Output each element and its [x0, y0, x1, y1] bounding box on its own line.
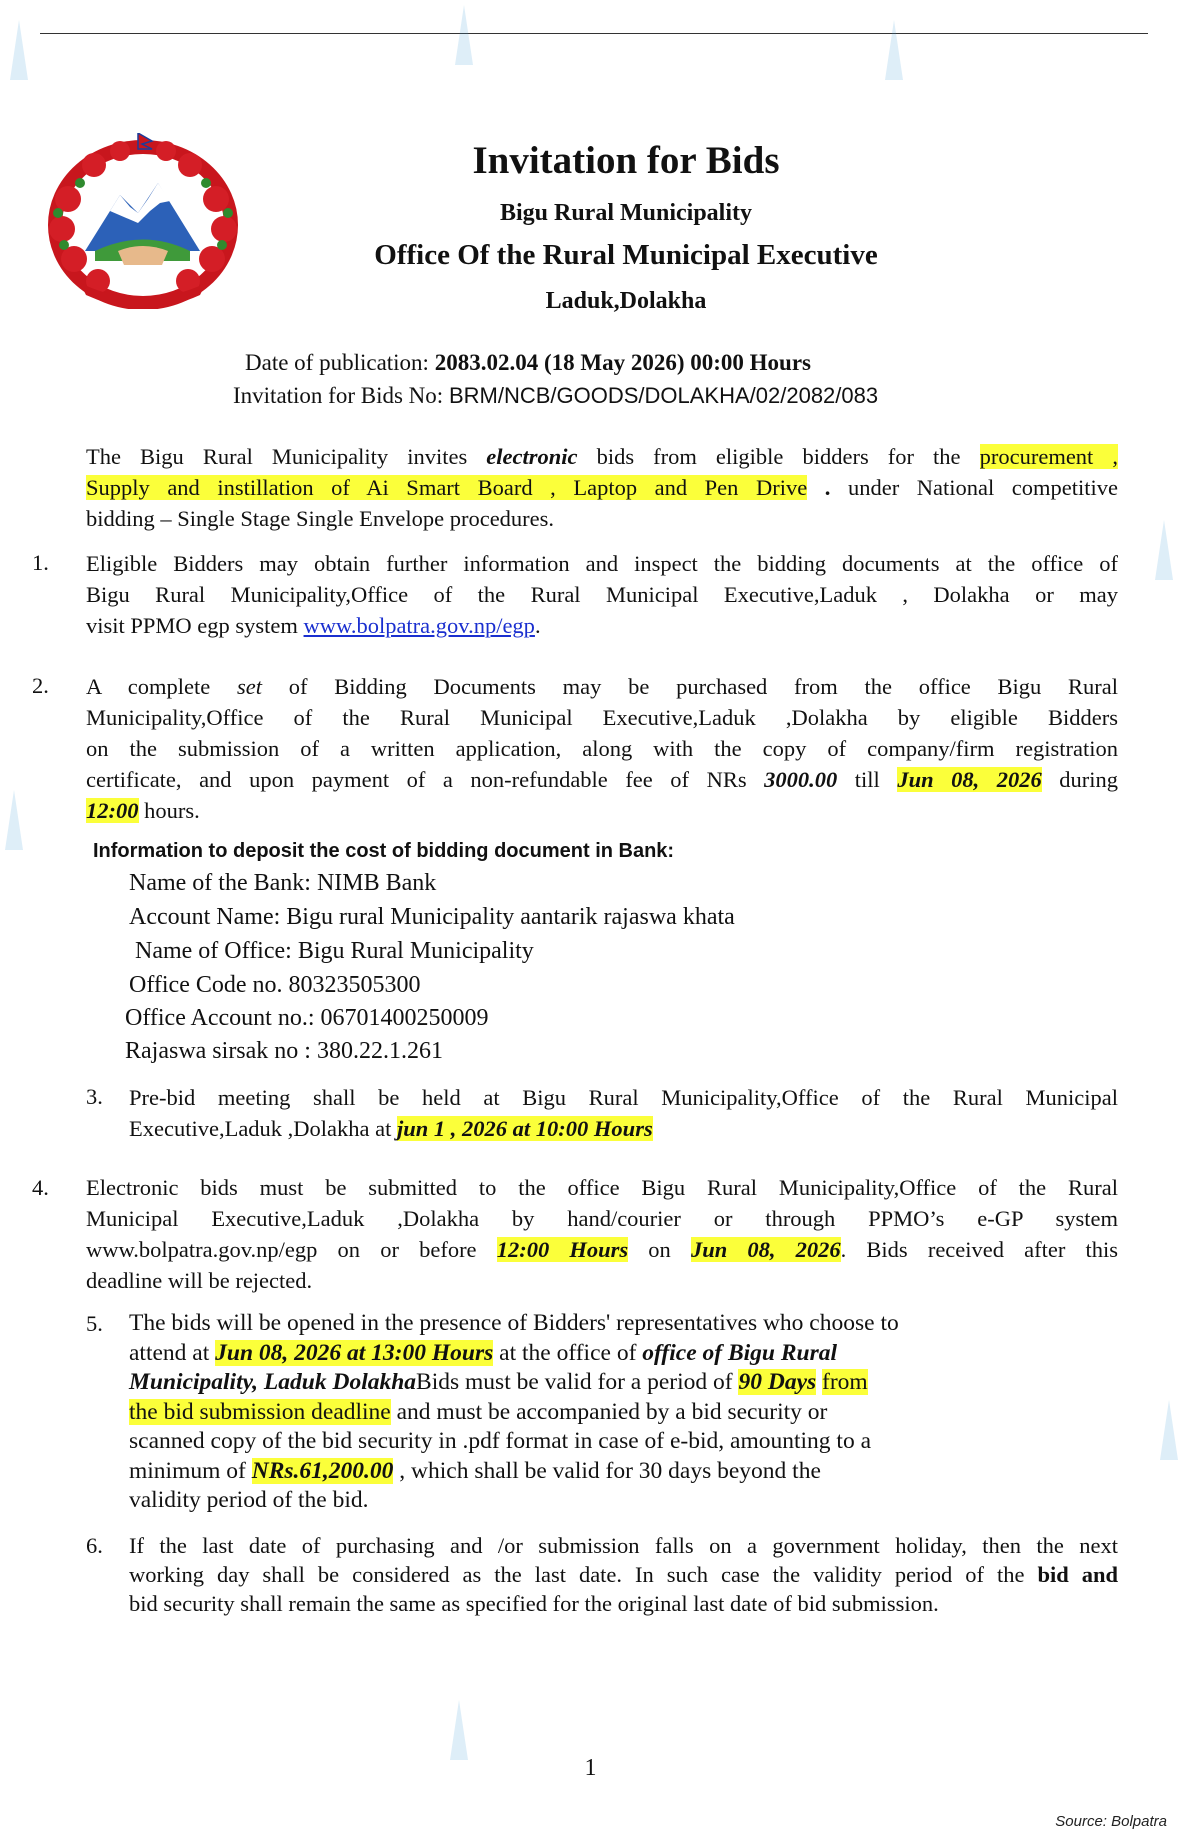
watermark-arrow-icon [5, 790, 23, 850]
office-account: Office Account no.: 06701400250009 [125, 1005, 489, 1031]
item-number: 4. [32, 1175, 49, 1200]
item-number: 2. [32, 673, 49, 698]
publication-date-label: Date of publication: [245, 350, 429, 375]
document-title: Invitation for Bids [472, 139, 780, 182]
item-2-line [86, 671, 1118, 702]
purchase-deadline-date: Jun 08, 2026 [897, 767, 1042, 792]
item-2-text: A complete [86, 674, 211, 699]
item-5-paragraph [129, 1309, 1009, 1516]
opening-venue: office of Bigu Rural [642, 1339, 838, 1366]
item-4-line: deadline will be rejected. [86, 1268, 313, 1293]
intro-electronic: electronic [486, 444, 578, 469]
office-name: Office Of the Rural Municipal Executive [374, 239, 878, 271]
office-location: Laduk,Dolakha [545, 288, 707, 314]
item-2-line: on the submission of a written application, along with the copy of company/firm registration [86, 736, 1118, 761]
bolpatra-link[interactable]: www.bolpatra.gov.np/egp [303, 613, 535, 638]
item-4-line: Municipal Executive,Laduk ,Dolakha by hand/courier or through PPMO’s e-GP system [86, 1206, 1118, 1231]
item-5-highlight: from [822, 1369, 868, 1395]
item-5-highlight: the bid submission deadline [129, 1398, 391, 1425]
publication-date-line [245, 350, 811, 376]
watermark-arrow-icon [450, 1700, 468, 1760]
purchase-deadline-time: 12:00 [86, 798, 139, 823]
item-2-text: during [1059, 767, 1119, 792]
item-4-text: . Bids received after this [840, 1237, 1119, 1262]
intro-text: The Bigu Rural Municipality invites [86, 444, 468, 469]
item-6-paragraph [129, 1531, 1118, 1618]
source-credit: Source: Bolpatra [1055, 1813, 1167, 1830]
item-6-line [129, 1560, 1118, 1589]
ifb-number-line [233, 383, 878, 409]
item-6-line: If the last date of purchasing and /or submission falls on a government holiday, then the next [129, 1533, 1118, 1558]
item-3-line: Pre-bid meeting shall be held at Bigu Rural Municipality,Office of the Rural Municipal [129, 1085, 1118, 1110]
ifb-number-value: BRM/NCB/GOODS/DOLAKHA/02/2082/083 [448, 383, 879, 408]
item-4-text: on [648, 1237, 671, 1262]
item-2-text: hours. [144, 798, 200, 823]
bank-name: Name of the Bank: NIMB Bank [129, 870, 437, 896]
municipality-name: Bigu Rural Municipality [499, 200, 753, 226]
bid-security-amount: NRs.61,200.00 [251, 1457, 394, 1484]
intro-text: bids from eligible bidders for the [596, 444, 961, 469]
item-1-paragraph [86, 548, 1118, 641]
item-5-line: validity period of the bid. [129, 1487, 369, 1513]
watermark-arrow-icon [885, 20, 903, 80]
intro-text: under National competitive [847, 475, 1119, 500]
item-6-line: bid security shall remain the same as specified for the original last date of bid submission. [129, 1591, 939, 1616]
item-6-text: working day shall be considered as the last date. In such case the validity period of the [129, 1562, 1025, 1587]
item-5-line: The bids will be opened in the presence of Bidders' representatives who choose to [129, 1310, 899, 1336]
bid-validity-days: 90 Days [738, 1369, 817, 1395]
item-5-text: minimum of [129, 1457, 246, 1484]
rajaswa-code: Rajaswa sirsak no : 380.22.1.261 [125, 1038, 443, 1064]
item-5-line [129, 1368, 1009, 1398]
page-number: 1 [584, 1755, 597, 1781]
intro-line-2 [86, 472, 1118, 503]
item-4-paragraph [86, 1172, 1118, 1296]
item-2-set: set [236, 674, 262, 699]
watermark-arrow-icon [10, 20, 28, 80]
item-1-line: Bigu Rural Municipality,Office of the Rural Municipal Executive,Laduk , Dolakha or may [86, 582, 1118, 607]
item-2-line [86, 764, 1118, 795]
item-3-paragraph [129, 1082, 1118, 1144]
bid-opening-datetime: Jun 08, 2026 at 13:00 Hours [215, 1339, 494, 1366]
item-6-bold: bid and [1037, 1562, 1118, 1587]
item-5-text: , which shall be valid for 30 days beyond the [399, 1457, 821, 1484]
item-2-line: Municipality,Office of the Rural Municipal Executive,Laduk ,Dolakha by eligible Bidders [86, 705, 1118, 730]
item-4-text: www.bolpatra.gov.np/egp on or before [86, 1237, 477, 1262]
item-5-text: attend at [129, 1339, 210, 1366]
item-5-line [129, 1339, 1009, 1369]
intro-period: . [824, 475, 831, 500]
opening-venue: Municipality, Laduk Dolakha [129, 1369, 417, 1395]
publication-date-value: 2083.02.04 (18 May 2026) 00:00 Hours [434, 350, 811, 375]
item-5-text: and must be accompanied by a bid security or [396, 1398, 828, 1425]
item-1-line: visit PPMO egp system [86, 613, 298, 638]
intro-line-3: bidding – Single Stage Single Envelope procedures. [86, 506, 555, 531]
item-5-line [129, 1398, 1009, 1428]
watermark-arrow-icon [1155, 520, 1173, 580]
item-number: 3. [86, 1084, 103, 1109]
item-4-line: Electronic bids must be submitted to the office Bigu Rural Municipality,Office of the Rural [86, 1175, 1118, 1200]
item-5-text: Bids must be valid for a period of [416, 1369, 733, 1395]
watermark-arrow-icon [455, 5, 473, 65]
item-2-text: till [854, 767, 880, 792]
intro-paragraph [86, 441, 1118, 534]
intro-highlight: procurement , [979, 444, 1118, 469]
item-4-line [86, 1234, 1118, 1265]
item-5-line [129, 1457, 1009, 1487]
item-number: 1. [32, 550, 49, 575]
office-code: Office Code no. 80323505300 [129, 972, 421, 998]
top-rule [40, 33, 1148, 34]
item-number: 6. [86, 1533, 103, 1558]
submission-deadline-date: Jun 08, 2026 [690, 1237, 841, 1262]
watermark-arrow-icon [1160, 1400, 1178, 1460]
item-3-text: Executive,Laduk ,Dolakha at [129, 1116, 392, 1141]
item-2-paragraph [86, 671, 1118, 826]
item-1-period: . [534, 613, 541, 638]
prebid-meeting-datetime: jun 1 , 2026 at 10:00 Hours [397, 1116, 653, 1141]
item-2-text: certificate, and upon payment of a non-refundable fee of NRs [86, 767, 747, 792]
item-5-line: scanned copy of the bid security in .pdf format in case of e-bid, amounting to a [129, 1428, 871, 1454]
item-2-text: of Bidding Documents may be purchased from the office Bigu Rural [288, 674, 1119, 699]
item-number: 5. [86, 1311, 103, 1336]
item-1-line: Eligible Bidders may obtain further information and inspect the bidding documents at the office of [86, 551, 1118, 576]
document-fee: 3000.00 [764, 767, 838, 792]
intro-line-1 [86, 441, 1118, 472]
bank-info-heading: Information to deposit the cost of bidding document in Bank: [93, 840, 675, 862]
intro-highlight: Supply and instillation of Ai Smart Board , Laptop and Pen Drive [86, 475, 808, 500]
submission-deadline-time: 12:00 Hours [496, 1237, 629, 1262]
item-5-text: at the office of [499, 1339, 637, 1366]
office-name-bank: Name of Office: Bigu Rural Municipality [135, 938, 534, 964]
account-name: Account Name: Bigu rural Municipality aantarik rajaswa khata [129, 904, 735, 930]
ifb-number-label: Invitation for Bids No: [233, 383, 444, 408]
